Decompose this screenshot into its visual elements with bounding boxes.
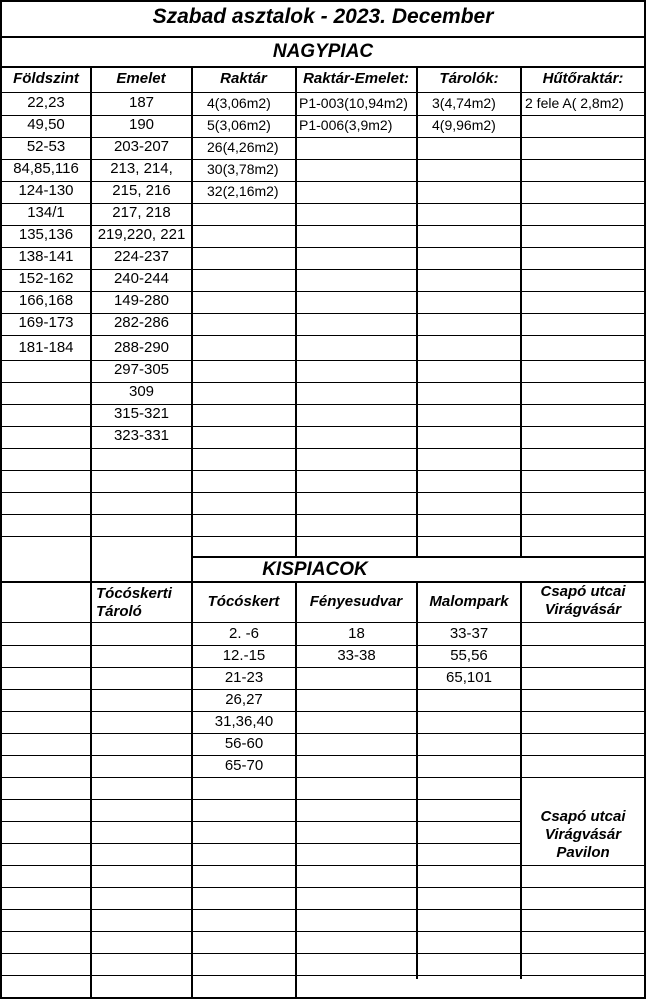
cell-emelet: 323-331 [113, 427, 170, 444]
cell-foldszint: 124-130 [18, 182, 74, 199]
cell-emelet: 215, 216 [112, 182, 171, 199]
cell-emelet: 309 [128, 383, 155, 400]
cell-raktar_emelet: P1-003(10,94m2) [299, 95, 408, 111]
cell-emelet: 288-290 [113, 339, 170, 356]
cell-foldszint: 49,50 [27, 116, 65, 133]
cell-raktar: 30(3,78m2) [207, 161, 279, 177]
cell-foldszint: 166,168 [18, 292, 74, 309]
row-line [2, 733, 644, 734]
cell-tocoskert: 2. -6 [228, 625, 259, 642]
cell-emelet: 203-207 [113, 138, 170, 155]
cell-foldszint: 169-173 [18, 314, 74, 331]
cell-malompark: 33-37 [449, 625, 489, 642]
section-title-nagypiac: NAGYPIAC [272, 41, 374, 62]
cell-tocoskert: 65-70 [224, 757, 264, 774]
header-csapo-pavilon-line1: Csapó utcai [540, 808, 626, 825]
cell-tocoskert: 26,27 [225, 691, 263, 708]
col-line-3 [295, 66, 297, 557]
header-csapo-pavilon-line3: Pavilon [556, 844, 610, 861]
section-separator [0, 66, 646, 68]
cell-emelet: 240-244 [113, 270, 170, 287]
section-title-kispiacok: KISPIACOK [262, 559, 368, 580]
row-line [2, 536, 644, 537]
row-line [2, 689, 644, 690]
cell-raktar: 5(3,06m2) [207, 117, 271, 133]
row-line [2, 909, 644, 910]
cell-foldszint: 135,136 [18, 226, 74, 243]
header-raktar-emelet: Raktár-Emelet: [303, 70, 409, 87]
col-line-5b [520, 583, 522, 979]
header-csapo-pavilon-line2: Virágvásár [544, 826, 622, 843]
cell-tarolok: 3(4,74m2) [432, 95, 496, 111]
header-tocoskerti-tarolo-line1: Tócóskerti [96, 585, 172, 602]
header-csapo-viragvasar-line2: Virágvásár [544, 601, 622, 618]
row-line [2, 975, 644, 976]
cell-tocoskert: 12.-15 [222, 647, 266, 664]
cell-emelet: 315-321 [113, 405, 170, 422]
row-line [2, 514, 644, 515]
row-line [2, 335, 644, 336]
cell-emelet: 187 [128, 94, 155, 111]
row-line [2, 667, 644, 668]
row-line [2, 931, 644, 932]
cell-foldszint: 152-162 [18, 270, 74, 287]
cell-emelet: 297-305 [113, 361, 170, 378]
cell-tocoskert: 56-60 [224, 735, 264, 752]
cell-foldszint: 52-53 [26, 138, 66, 155]
header-csapo-viragvasar-line1: Csapó utcai [540, 583, 626, 600]
row-line [2, 711, 644, 712]
row-line [2, 470, 644, 471]
cell-emelet: 217, 218 [112, 204, 171, 221]
cell-raktar_emelet: P1-006(3,9m2) [299, 117, 393, 133]
cell-tocoskert: 21-23 [224, 669, 264, 686]
cell-emelet: 224-237 [113, 248, 170, 265]
cell-emelet: 190 [128, 116, 155, 133]
cell-emelet: 282-286 [113, 314, 170, 331]
row-line [2, 887, 644, 888]
row-line [2, 843, 522, 844]
row-line [2, 645, 644, 646]
border-top [0, 0, 646, 2]
row-line [2, 799, 522, 800]
kispiac-title-top [192, 556, 646, 558]
cell-foldszint: 138-141 [18, 248, 74, 265]
cell-malompark: 55,56 [450, 647, 488, 664]
header-foldszint: Földszint [13, 70, 79, 87]
row-line [2, 953, 644, 954]
title-separator [0, 36, 646, 38]
row-line [2, 448, 644, 449]
cell-raktar: 4(3,06m2) [207, 95, 271, 111]
cell-foldszint: 134/1 [27, 204, 65, 221]
row-line [2, 492, 644, 493]
cell-fenyesudvar: 18 [348, 625, 365, 642]
header-hutoraktar: Hűtőraktár: [542, 70, 624, 87]
header-fenyesudvar: Fényesudvar [309, 593, 403, 610]
kispiac-header-line [2, 622, 644, 623]
row-line [2, 755, 644, 756]
page-title: Szabad asztalok - 2023. December [152, 5, 494, 28]
row-line [2, 865, 644, 866]
cell-foldszint: 181-184 [18, 339, 74, 356]
row-line [2, 777, 644, 778]
header-emelet: Emelet [116, 70, 166, 87]
cell-raktar: 26(4,26m2) [207, 139, 279, 155]
col-line-4 [416, 66, 418, 557]
cell-foldszint: 84,85,116 [13, 160, 79, 177]
header-raktar: Raktár [220, 70, 267, 87]
col-line-2 [191, 66, 193, 999]
cell-foldszint: 22,23 [27, 94, 65, 111]
header-tocoskert: Tócóskert [207, 593, 280, 610]
cell-fenyesudvar: 33-38 [337, 647, 376, 664]
kispiac-separator [0, 581, 646, 583]
cell-tarolok: 4(9,96m2) [432, 117, 496, 133]
header-tocoskerti-tarolo-line2: Tároló [96, 603, 142, 620]
cell-emelet: 149-280 [113, 292, 170, 309]
cell-hutoraktar: 2 fele A( 2,8m2) [525, 95, 624, 111]
cell-emelet: 219,220, 221 [97, 226, 186, 243]
cell-malompark: 65,101 [446, 669, 492, 686]
col-line-5 [520, 66, 522, 557]
row-line [2, 92, 644, 93]
header-tarolok: Tárolók: [439, 70, 499, 87]
row-line [2, 821, 522, 822]
cell-raktar: 32(2,16m2) [207, 183, 279, 199]
cell-emelet: 213, 214, [110, 160, 173, 177]
cell-tocoskert: 31,36,40 [214, 713, 274, 730]
header-malompark: Malompark [429, 593, 509, 610]
